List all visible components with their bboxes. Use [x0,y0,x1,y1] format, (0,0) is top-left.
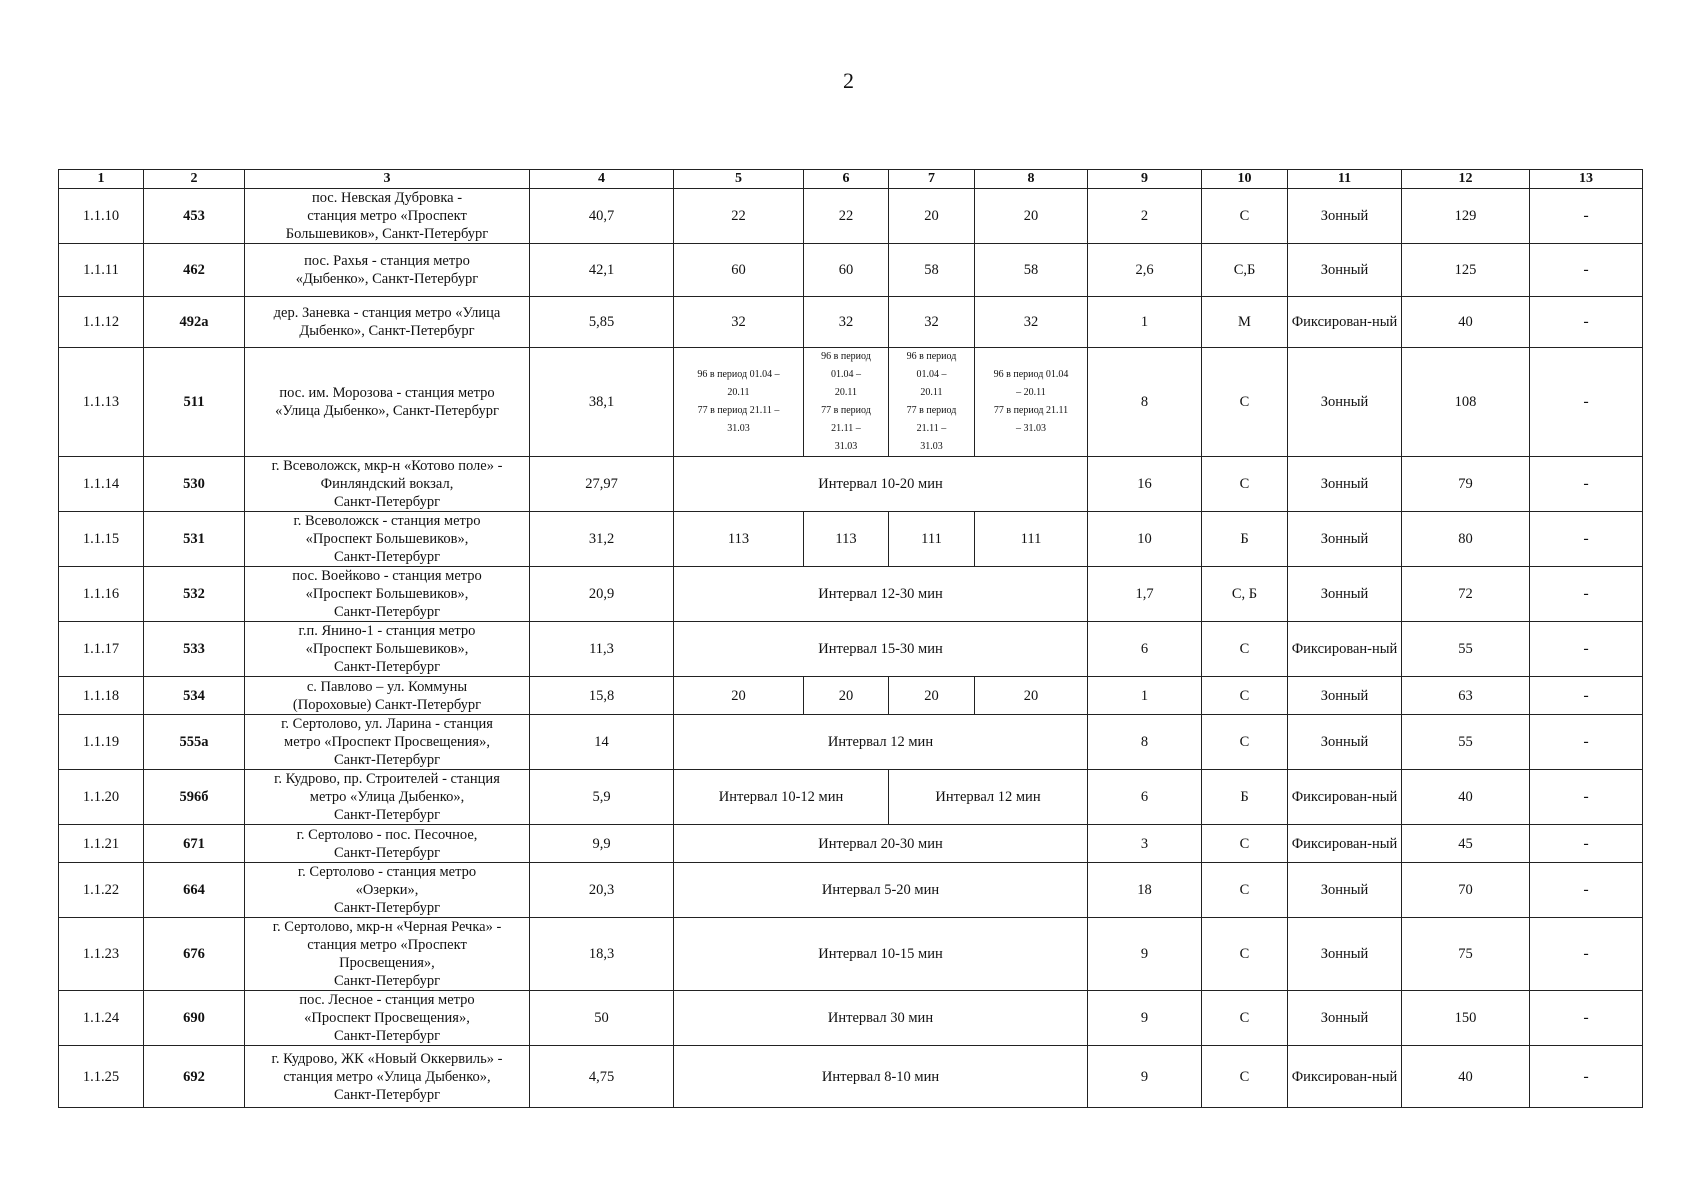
table-row [59,825,1643,863]
vehicle-class-cell: С [1202,677,1288,715]
value-cell-c7: 32 [889,297,975,348]
column-header: 6 [804,170,889,189]
value-cell-c12: 40 [1402,1046,1530,1108]
cell-line: Санкт-Петербург [333,1086,441,1103]
route-code-cell: 462 [144,244,245,297]
value-cell-c8: 111 [975,512,1088,567]
route-length-cell: 4,75 [530,1046,674,1108]
route-name-cell [245,348,530,457]
vehicle-class-cell: С [1202,991,1288,1046]
cell-line: г.п. Янино-1 - станция метро [298,623,476,639]
row-number-cell: 1.1.20 [59,770,144,825]
route-name-cell [245,512,530,567]
route-name-cell [245,1046,530,1108]
route-code-cell: 492а [144,297,245,348]
cell-line: «Проспект Большевиков», [305,641,469,657]
cell-line: 01.04 – [916,369,947,380]
route-length-cell: 18,3 [530,918,674,991]
cell-line: «Проспект Просвещения», [304,1010,470,1026]
route-name-cell [245,991,530,1046]
tariff-type-cell: Зонный [1288,457,1402,512]
value-cell-c9: 8 [1088,348,1202,457]
table-row [59,863,1643,918]
cell-line: «Озерки», [355,882,419,898]
table-row [59,622,1643,677]
row-number-cell: 1.1.25 [59,1046,144,1108]
table-row [59,297,1643,348]
table-row [59,567,1643,622]
cell-line: с. Павлово – ул. Коммуны [306,678,468,695]
value-cell-c13: - [1530,297,1643,348]
tariff-type-cell: Зонный [1288,991,1402,1046]
cell-line: – 20.11 [1016,387,1046,398]
table-row [59,1046,1643,1108]
value-cell-c13: - [1530,1046,1643,1108]
value-cell-c13: - [1530,715,1643,770]
value-cell-c5: 60 [674,244,804,297]
cell-line: 77 в период [821,405,871,416]
column-header: 11 [1288,170,1402,189]
tariff-type-cell: Зонный [1288,512,1402,567]
vehicle-class-cell: С [1202,825,1288,863]
column-header: 10 [1202,170,1288,189]
value-cell-c6: 20 [804,677,889,715]
value-cell-c9: 10 [1088,512,1202,567]
value-cell-c12: 45 [1402,825,1530,863]
table-row [59,348,1643,457]
value-cell-c13: - [1530,622,1643,677]
cell-line: пос. Невская Дубровка - [311,190,463,206]
value-cell-c13: - [1530,244,1643,297]
cell-line: (Пороховые) Санкт-Петербург [292,696,482,713]
cell-line: г. Сертолово, мкр-н «Черная Речка» - [272,919,502,935]
route-code-cell: 555а [144,715,245,770]
cell-line: дер. Заневка - станция метро «Улица [273,305,501,321]
value-cell-c12: 129 [1402,189,1530,244]
value-cell-c13: - [1530,189,1643,244]
cell-line: пос. Лесное - станция метро [299,992,475,1008]
value-cell-c5: 113 [674,512,804,567]
table-row [59,512,1643,567]
value-cell-c9: 18 [1088,863,1202,918]
value-cell-c5 [674,348,804,457]
value-cell-c8: 32 [975,297,1088,348]
value-cell-c9: 9 [1088,991,1202,1046]
route-length-cell: 31,2 [530,512,674,567]
cell-line: пос. Рахья - станция метро [304,253,470,269]
route-name-cell [245,863,530,918]
column-header: 9 [1088,170,1202,189]
route-name-cell [245,622,530,677]
cell-line: 20.11 [727,387,750,398]
interval-cell: Интервал 8-10 мин [674,1046,1088,1108]
tariff-type-cell: Фиксирован-ный [1288,297,1402,348]
tariff-type-cell: Зонный [1288,348,1402,457]
value-cell-c13: - [1530,770,1643,825]
route-code-cell: 664 [144,863,245,918]
cell-line: Санкт-Петербург [333,973,441,989]
cell-line: 20.11 [834,387,858,398]
cell-line: 31.03 [920,441,943,452]
value-cell-c9: 9 [1088,918,1202,991]
table-row [59,715,1643,770]
cell-line: Санкт-Петербург [333,752,441,768]
value-cell-c9: 9 [1088,1046,1202,1108]
interval-cell: Интервал 12 мин [889,770,1088,825]
route-name-cell [245,677,530,715]
cell-line: Финляндский вокзал, [320,476,454,492]
route-code-cell: 530 [144,457,245,512]
value-cell-c8: 20 [975,677,1088,715]
cell-line: г. Сертолово - станция метро [297,864,477,880]
value-cell-c7 [889,348,975,457]
interval-cell: Интервал 15-30 мин [674,622,1088,677]
vehicle-class-cell: Б [1202,770,1288,825]
value-cell-c12: 75 [1402,918,1530,991]
value-cell-c9: 6 [1088,770,1202,825]
value-cell-c6: 113 [804,512,889,567]
route-length-cell: 42,1 [530,244,674,297]
value-cell-c12: 63 [1402,677,1530,715]
route-name-cell [245,715,530,770]
interval-cell: Интервал 12 мин [674,715,1088,770]
route-name-cell [245,825,530,863]
tariff-type-cell: Фиксирован-ный [1288,770,1402,825]
row-number-cell: 1.1.23 [59,918,144,991]
value-cell-c7: 20 [889,189,975,244]
cell-line: Санкт-Петербург [333,659,441,675]
cell-line: Санкт-Петербург [333,1028,441,1044]
page-number: 2 [843,68,854,93]
value-cell-c12: 108 [1402,348,1530,457]
cell-line: Просвещения», [339,955,435,971]
tariff-type-cell: Зонный [1288,677,1402,715]
table-row [59,244,1643,297]
value-cell-c13: - [1530,863,1643,918]
value-cell-c13: - [1530,677,1643,715]
route-code-cell: 596б [144,770,245,825]
column-header: 2 [144,170,245,189]
value-cell-c13: - [1530,918,1643,991]
vehicle-class-cell: С [1202,1046,1288,1108]
column-header: 7 [889,170,975,189]
value-cell-c6: 60 [804,244,889,297]
route-length-cell: 5,9 [530,770,674,825]
cell-line: 96 в период [821,351,871,362]
column-header: 4 [530,170,674,189]
interval-cell: Интервал 20-30 мин [674,825,1088,863]
vehicle-class-cell: С, Б [1202,567,1288,622]
cell-line: Дыбенко», Санкт-Петербург [299,323,475,339]
cell-line: 77 в период 21.11 [993,405,1069,416]
route-length-cell: 15,8 [530,677,674,715]
value-cell-c13: - [1530,512,1643,567]
value-cell-c7: 58 [889,244,975,297]
value-cell-c6: 32 [804,297,889,348]
vehicle-class-cell: С [1202,189,1288,244]
vehicle-class-cell: С,Б [1202,244,1288,297]
column-header: 12 [1402,170,1530,189]
tariff-type-cell: Зонный [1288,863,1402,918]
route-length-cell: 50 [530,991,674,1046]
value-cell-c9: 8 [1088,715,1202,770]
route-name-cell [245,244,530,297]
tariff-type-cell: Зонный [1288,244,1402,297]
value-cell-c13: - [1530,991,1643,1046]
route-length-cell: 20,3 [530,863,674,918]
interval-cell: Интервал 12-30 мин [674,567,1088,622]
cell-line: метро «Проспект Просвещения», [284,734,490,750]
column-header: 8 [975,170,1088,189]
row-number-cell: 1.1.14 [59,457,144,512]
cell-line: 01.04 – [831,369,861,380]
interval-cell: Интервал 5-20 мин [674,863,1088,918]
vehicle-class-cell: М [1202,297,1288,348]
route-code-cell: 676 [144,918,245,991]
route-name-cell [245,918,530,991]
vehicle-class-cell: Б [1202,512,1288,567]
row-number-cell: 1.1.11 [59,244,144,297]
route-code-cell: 533 [144,622,245,677]
cell-line: г. Всеволожск - станция метро [293,513,481,529]
cell-line: Большевиков», Санкт-Петербург [285,226,489,242]
value-cell-c9: 6 [1088,622,1202,677]
cell-line: «Проспект Большевиков», [305,586,469,602]
value-cell-c12: 55 [1402,622,1530,677]
route-length-cell: 5,85 [530,297,674,348]
vehicle-class-cell: С [1202,457,1288,512]
value-cell-c5: 22 [674,189,804,244]
cell-line: 96 в период [906,351,957,362]
cell-line: Санкт-Петербург [333,494,441,510]
route-length-cell: 38,1 [530,348,674,457]
cell-line: «Улица Дыбенко», Санкт-Петербург [275,403,499,419]
cell-line: станция метро «Улица Дыбенко», [283,1068,491,1085]
route-code-cell: 671 [144,825,245,863]
vehicle-class-cell: С [1202,918,1288,991]
value-cell-c7: 20 [889,677,975,715]
route-name-cell [245,457,530,512]
tariff-type-cell: Зонный [1288,189,1402,244]
table-row [59,189,1643,244]
tariff-type-cell: Фиксирован-ный [1288,825,1402,863]
cell-line: Санкт-Петербург [333,900,441,916]
route-name-cell [245,297,530,348]
value-cell-c12: 40 [1402,770,1530,825]
value-cell-c5: 20 [674,677,804,715]
row-number-cell: 1.1.13 [59,348,144,457]
column-header: 5 [674,170,804,189]
cell-line: г. Сертолово - пос. Песочное, [296,826,478,843]
route-length-cell: 40,7 [530,189,674,244]
interval-cell: Интервал 10-15 мин [674,918,1088,991]
value-cell-c8: 58 [975,244,1088,297]
cell-line: пос. им. Морозова - станция метро [279,385,495,401]
cell-line: 21.11 – [831,423,861,434]
value-cell-c12: 70 [1402,863,1530,918]
cell-line: 77 в период 21.11 – [697,405,780,416]
tariff-type-cell: Зонный [1288,715,1402,770]
route-code-cell: 690 [144,991,245,1046]
route-length-cell: 14 [530,715,674,770]
value-cell-c12: 125 [1402,244,1530,297]
row-number-cell: 1.1.19 [59,715,144,770]
cell-line: г. Кудрово, пр. Строителей - станция [274,771,500,787]
route-code-cell: 692 [144,1046,245,1108]
cell-line: 96 в период 01.04 – [697,369,780,380]
value-cell-c9: 1 [1088,677,1202,715]
value-cell-c9: 2 [1088,189,1202,244]
tariff-type-cell: Зонный [1288,567,1402,622]
cell-line: Санкт-Петербург [333,549,441,565]
row-number-cell: 1.1.10 [59,189,144,244]
header-row [59,170,1643,189]
cell-line: 21.11 – [916,423,947,434]
route-name-cell [245,770,530,825]
table-row [59,991,1643,1046]
route-code-cell: 511 [144,348,245,457]
route-name-cell [245,567,530,622]
cell-line: г. Всеволожск, мкр-н «Котово поле» - [271,458,503,474]
tariff-type-cell: Фиксирован-ный [1288,1046,1402,1108]
row-number-cell: 1.1.24 [59,991,144,1046]
value-cell-c12: 40 [1402,297,1530,348]
cell-line: Санкт-Петербург [333,807,441,823]
route-length-cell: 11,3 [530,622,674,677]
table-row [59,770,1643,825]
value-cell-c9: 1,7 [1088,567,1202,622]
cell-line: 77 в период [906,405,957,416]
table-row [59,918,1643,991]
route-length-cell: 20,9 [530,567,674,622]
cell-line: – 31.03 [1016,423,1046,434]
value-cell-c9: 1 [1088,297,1202,348]
row-number-cell: 1.1.17 [59,622,144,677]
row-number-cell: 1.1.18 [59,677,144,715]
vehicle-class-cell: С [1202,715,1288,770]
route-code-cell: 453 [144,189,245,244]
value-cell-c12: 55 [1402,715,1530,770]
value-cell-c12: 72 [1402,567,1530,622]
cell-line: 20.11 [920,387,943,398]
cell-line: станция метро «Проспект [307,208,467,224]
cell-line: «Проспект Большевиков», [305,531,469,547]
cell-line: пос. Воейково - станция метро [292,568,482,584]
cell-line: 96 в период 01.04 [993,369,1069,380]
value-cell-c9: 3 [1088,825,1202,863]
value-cell-c8: 20 [975,189,1088,244]
column-header: 3 [245,170,530,189]
row-number-cell: 1.1.22 [59,863,144,918]
vehicle-class-cell: С [1202,622,1288,677]
cell-line: 31.03 [727,423,750,434]
table-row [59,677,1643,715]
value-cell-c5: 32 [674,297,804,348]
tariff-type-cell: Фиксирован-ный [1288,622,1402,677]
value-cell-c6 [804,348,889,457]
route-name-cell [245,189,530,244]
table-row [59,457,1643,512]
row-number-cell: 1.1.12 [59,297,144,348]
vehicle-class-cell: С [1202,863,1288,918]
value-cell-c13: - [1530,567,1643,622]
value-cell-c12: 150 [1402,991,1530,1046]
cell-line: Санкт-Петербург [333,604,441,620]
value-cell-c6: 22 [804,189,889,244]
cell-line: станция метро «Проспект [307,937,467,953]
value-cell-c13: - [1530,825,1643,863]
value-cell-c9: 16 [1088,457,1202,512]
tariff-type-cell: Зонный [1288,918,1402,991]
column-header: 13 [1530,170,1643,189]
routes-table [58,169,1643,1108]
cell-line: Санкт-Петербург [333,844,441,861]
value-cell-c13: - [1530,348,1643,457]
value-cell-c13: - [1530,457,1643,512]
value-cell-c8 [975,348,1088,457]
value-cell-c12: 80 [1402,512,1530,567]
cell-line: 31.03 [834,441,858,452]
interval-cell: Интервал 30 мин [674,991,1088,1046]
value-cell-c12: 79 [1402,457,1530,512]
row-number-cell: 1.1.21 [59,825,144,863]
route-code-cell: 531 [144,512,245,567]
row-number-cell: 1.1.16 [59,567,144,622]
cell-line: «Дыбенко», Санкт-Петербург [295,271,479,287]
route-code-cell: 532 [144,567,245,622]
route-length-cell: 9,9 [530,825,674,863]
vehicle-class-cell: С [1202,348,1288,457]
cell-line: г. Сертолово, ул. Ларина - станция [281,716,493,732]
interval-cell: Интервал 10-12 мин [674,770,889,825]
route-length-cell: 27,97 [530,457,674,512]
cell-line: г. Кудрово, ЖК «Новый Оккервиль» - [271,1050,503,1067]
row-number-cell: 1.1.15 [59,512,144,567]
cell-line: метро «Улица Дыбенко», [309,789,465,805]
column-header: 1 [59,170,144,189]
route-code-cell: 534 [144,677,245,715]
value-cell-c9: 2,6 [1088,244,1202,297]
interval-cell: Интервал 10-20 мин [674,457,1088,512]
value-cell-c7: 111 [889,512,975,567]
